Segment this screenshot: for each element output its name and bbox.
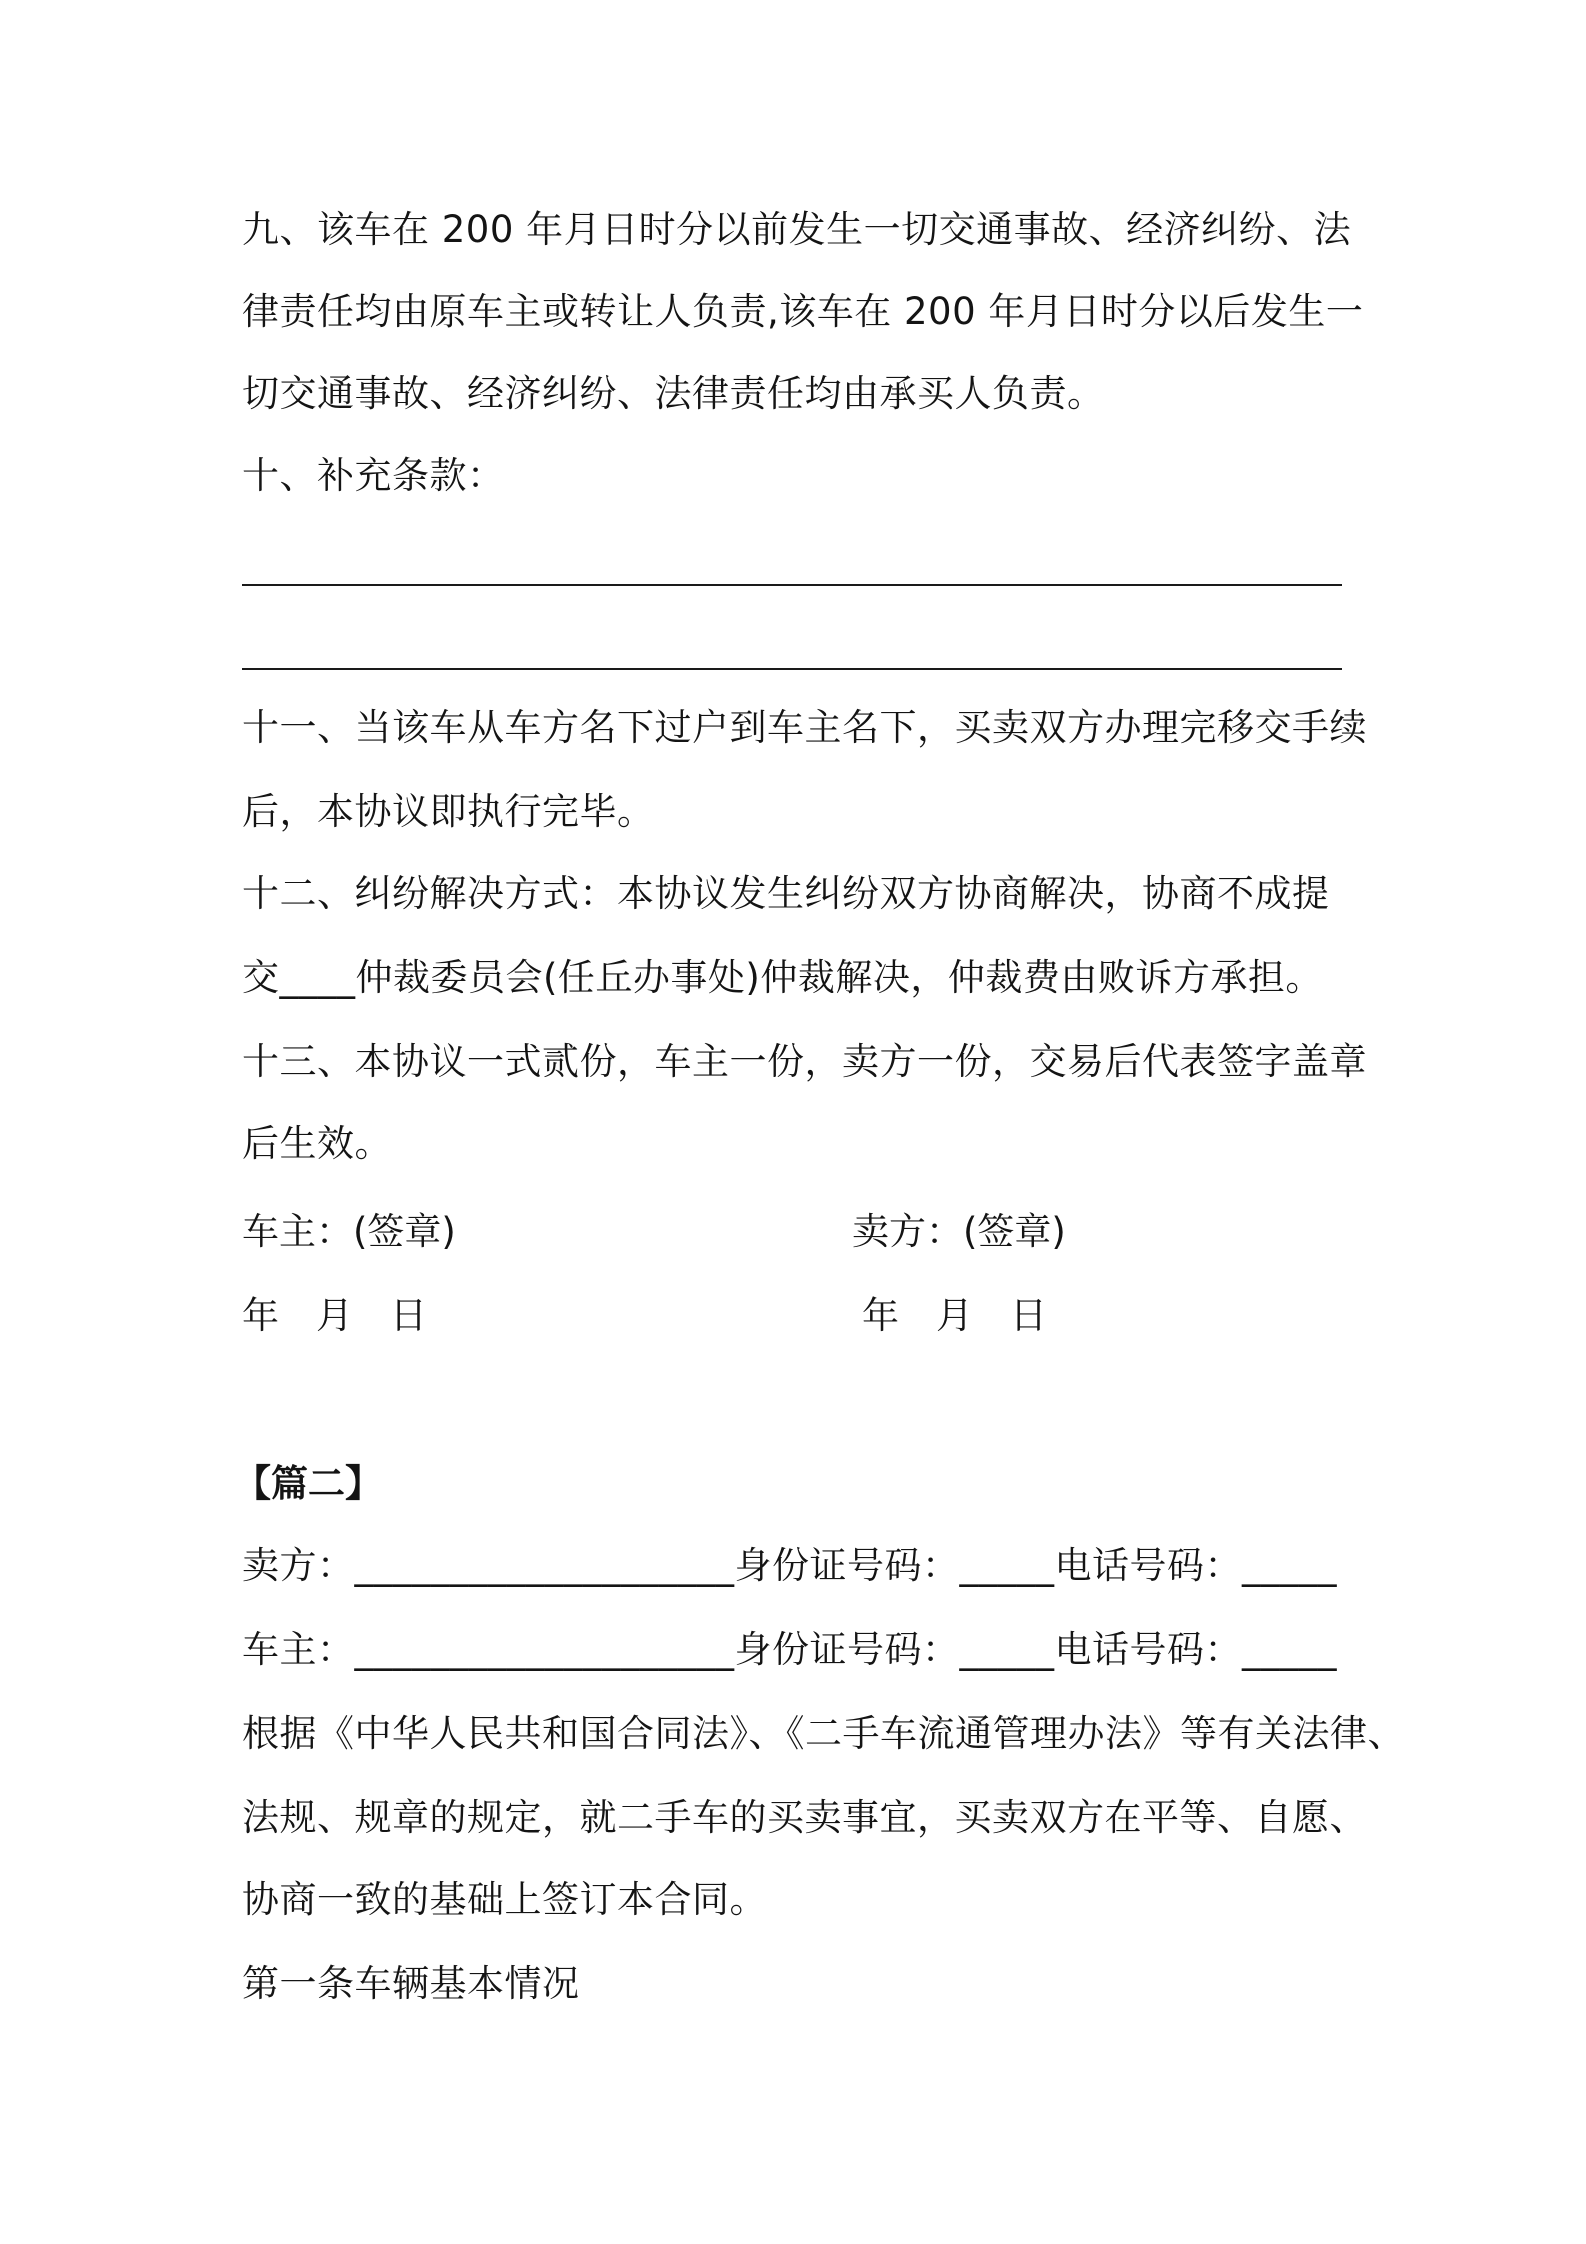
seller-info-row: 卖方：____________________身份证号码：_____电话号码：_____ bbox=[242, 1544, 1337, 1587]
owner-signature-date: 年 月 日 bbox=[242, 1294, 427, 1337]
clause-nine-line-3: 切交通事故、经济纠纷、法律责任均由承买人负责。 bbox=[242, 372, 1105, 415]
clause-eleven-line-1: 十一、当该车从车方名下过户到车主名下，买卖双方办理完移交手续 bbox=[242, 706, 1367, 749]
clause-eleven-line-2: 后，本协议即执行完毕。 bbox=[242, 790, 655, 833]
clause-twelve-line-1: 十二、纠纷解决方式：本协议发生纠纷双方协商解决，协商不成提 bbox=[242, 872, 1330, 915]
supplementary-blank-line-1 bbox=[242, 584, 1342, 586]
clause-nine-line-1: 九、该车在 200 年月日时分以前发生一切交通事故、经济纠纷、法 bbox=[242, 208, 1352, 251]
supplementary-blank-line-2 bbox=[242, 668, 1342, 670]
seller-signature-date: 年 月 日 bbox=[862, 1294, 1047, 1337]
clause-nine-line-2: 律责任均由原车主或转让人负责,该车在 200 年月日时分以后发生一 bbox=[242, 290, 1364, 333]
seller-signature-label: 卖方：(签章) bbox=[852, 1210, 1066, 1253]
article-one-title: 第一条车辆基本情况 bbox=[242, 1962, 580, 2005]
intro-line-2: 法规、规章的规定，就二手车的买卖事宜，买卖双方在平等、自愿、 bbox=[242, 1796, 1367, 1839]
owner-info-row: 车主：____________________身份证号码：_____电话号码：_____ bbox=[242, 1628, 1337, 1671]
owner-signature-label: 车主：(签章) bbox=[242, 1210, 456, 1253]
intro-line-3: 协商一致的基础上签订本合同。 bbox=[242, 1878, 767, 1921]
part-two-heading: 【篇二】 bbox=[234, 1462, 382, 1505]
clause-twelve-line-2: 交____仲裁委员会(任丘办事处)仲裁解决，仲裁费由败诉方承担。 bbox=[242, 956, 1323, 999]
clause-ten-title: 十、补充条款： bbox=[242, 454, 505, 497]
clause-thirteen-line-2: 后生效。 bbox=[242, 1122, 392, 1165]
intro-line-1: 根据《中华人民共和国合同法》、《二手车流通管理办法》等有关法律、 bbox=[242, 1712, 1405, 1755]
clause-thirteen-line-1: 十三、本协议一式贰份，车主一份，卖方一份，交易后代表签字盖章 bbox=[242, 1040, 1367, 1083]
